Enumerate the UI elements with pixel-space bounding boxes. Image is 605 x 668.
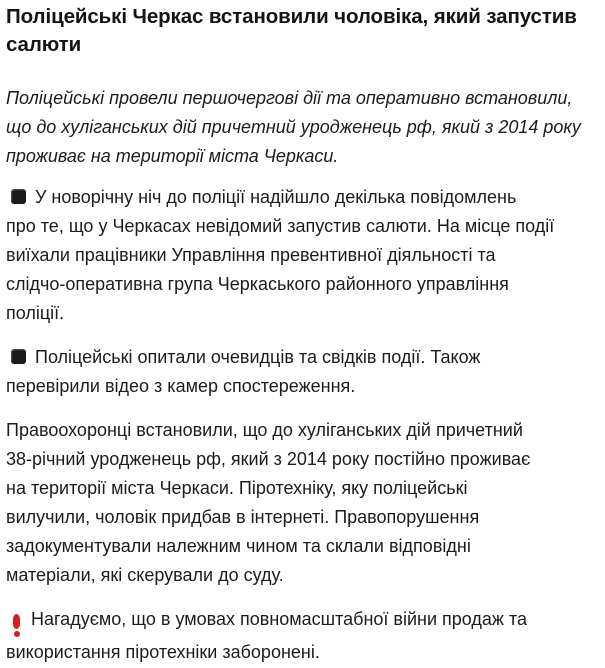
paragraph-line xyxy=(6,605,605,638)
article-title xyxy=(6,3,605,59)
paragraph-line xyxy=(6,343,605,372)
title-line: Поліцейські Черкас встановили чоловіка, який запустив xyxy=(6,5,577,28)
paragraph-line: поліції. xyxy=(6,303,65,323)
paragraph-line: 38-річний уродженець рф, який з 2014 року постійно проживає xyxy=(6,449,531,469)
paragraph-text: Поліцейські опитали очевидців та свідків події. Також xyxy=(35,347,481,367)
paragraph-line: перевірили відео з камер спостереження. xyxy=(6,376,356,396)
black-square-bullet-icon xyxy=(11,349,26,364)
exclamation-bar xyxy=(13,614,20,629)
exclamation-dot xyxy=(14,631,20,637)
red-exclamation-icon xyxy=(12,614,21,638)
paragraph-text: Нагадуємо, що в умовах повномасштабної війни продаж та xyxy=(31,609,528,629)
paragraph-line: про те, що у Черкасах невідомий запустив салюти. На місце події xyxy=(6,216,555,236)
article-lead xyxy=(6,84,605,171)
black-square-bullet-icon xyxy=(11,189,26,204)
paragraph-line: використання піротехніки заборонені. xyxy=(6,642,320,662)
lead-line: проживає на території міста Черкаси. xyxy=(6,146,339,166)
paragraph-line: на території міста Черкаси. Піротехніку, яку поліцейські xyxy=(6,478,468,498)
paragraph-line xyxy=(6,183,605,212)
lead-line: Поліцейські провели першочергові дії та оперативно встановили, xyxy=(6,88,573,108)
paragraph-police-calls xyxy=(6,183,605,328)
paragraph-line: Правоохоронці встановили, що до хуліганських дій причетний xyxy=(6,420,523,440)
paragraph-line: слідчо-оперативна група Черкаського районного управління xyxy=(6,274,509,294)
title-line: салюти xyxy=(6,33,82,56)
paragraph-findings xyxy=(6,416,605,590)
paragraph-witnesses xyxy=(6,343,605,401)
paragraph-line: виїхали працівники Управління превентивної діяльності та xyxy=(6,245,496,265)
paragraph-line: матеріали, які скерували до суду. xyxy=(6,565,284,585)
paragraph-text: У новорічну ніч до поліції надійшло декілька повідомлень xyxy=(35,187,517,207)
lead-line: що до хуліганських дій причетний уродженець рф, який з 2014 року xyxy=(6,117,581,137)
paragraph-warning xyxy=(6,605,605,667)
paragraph-line: вилучили, чоловік придбав в інтернеті. Правопорушення xyxy=(6,507,480,527)
paragraph-line: задокументували належним чином та склали відповідні xyxy=(6,536,471,556)
